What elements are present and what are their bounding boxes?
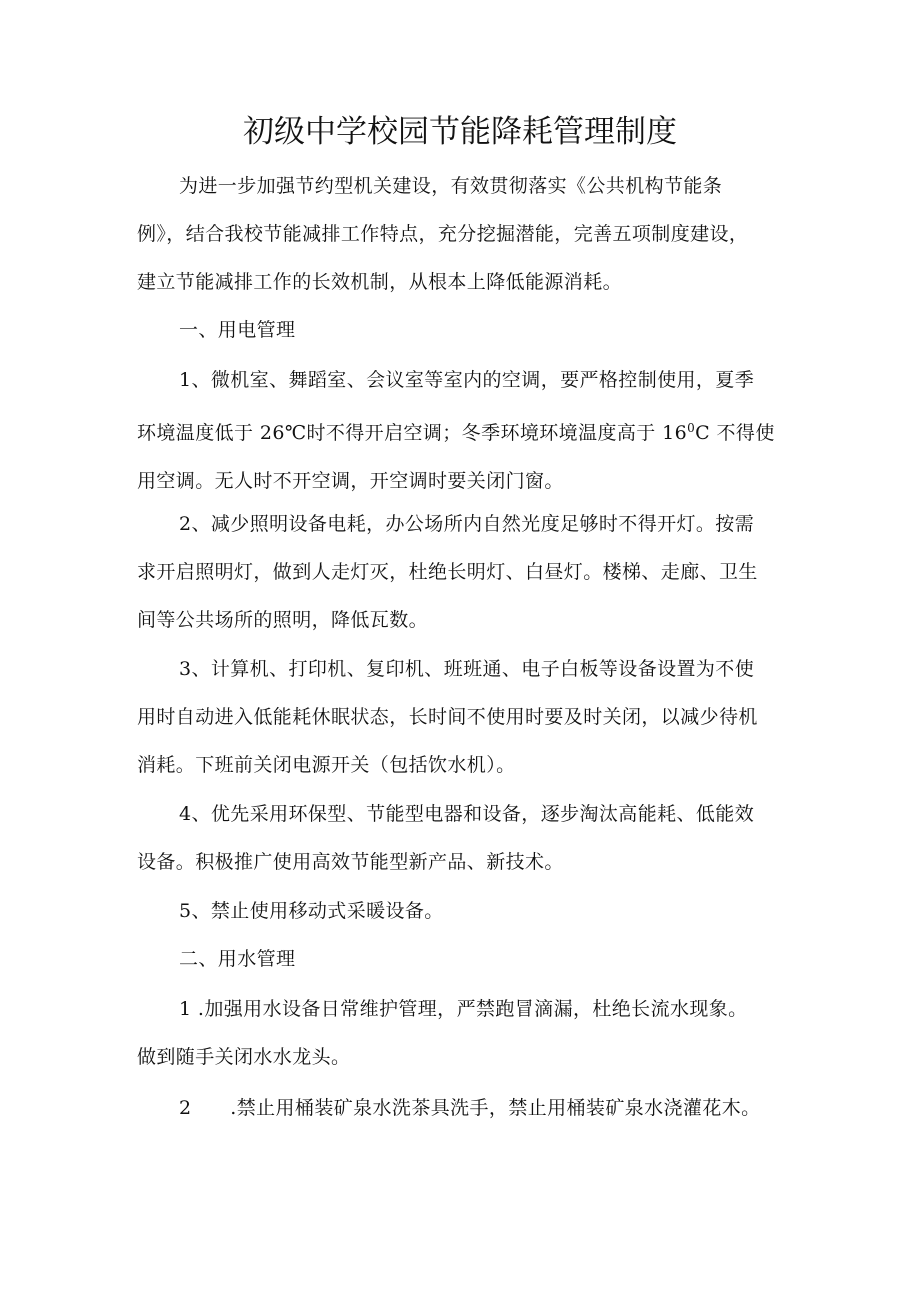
text-line: 间等公共场所的照明，降低瓦数。 (137, 609, 429, 631)
text-line: 设备。积极推广使用高效节能型新产品、新技术。 (137, 851, 564, 873)
water-item-1 (137, 985, 787, 1081)
text-line: 3、计算机、打印机、复印机、班班通、电子白板等设备设置为不使 (179, 658, 755, 680)
text-line: 环境温度低于 26℃时不得开启空调；冬季环境环境温度高于 $16^0C$ 不得使 (137, 421, 775, 444)
text-line: 消耗。下班前关闭电源开关（包括饮水机）。 (137, 754, 516, 776)
water-item-2: 2 .禁止用桶装矿泉水洗茶具洗手，禁止用桶装矿泉水浇灌花木。 (179, 1097, 761, 1119)
text-line: 例》，结合我校节能减排工作特点，充分挖掘潜能，完善五项制度建设， (137, 223, 749, 245)
electricity-item-4 (137, 790, 787, 886)
text-line: 1 .加强用水设备日常维护管理，严禁跑冒滴漏，杜绝长流水现象。 (179, 998, 748, 1020)
electricity-item-1 (137, 356, 787, 505)
section-heading-electricity: 一、用电管理 (179, 319, 296, 341)
text-line: 为进一步加强节约型机关建设，有效贯彻落实《公共机构节能条 (179, 175, 723, 197)
document-title: 初级中学校园节能降耗管理制度 (243, 114, 677, 150)
text-line: 1、微机室、舞蹈室、会议室等室内的空调，要严格控制使用，夏季 (179, 369, 755, 391)
electricity-item-5: 5、禁止使用移动式采暖设备。 (179, 900, 444, 922)
electricity-item-2 (137, 500, 787, 644)
text-line: 用时自动进入低能耗休眠状态，长时间不使用时要及时关闭，以减少待机 (137, 706, 758, 728)
text-line: 做到随手关闭水水龙头。 (137, 1046, 351, 1068)
text-line: 建立节能减排工作的长效机制，从根本上降低能源消耗。 (137, 271, 623, 293)
text-line: 求开启照明灯，做到人走灯灭，杜绝长明灯、白昼灯。楼梯、走廊、卫生 (137, 561, 758, 583)
intro-paragraph (137, 162, 787, 306)
superscript: 0 (687, 421, 696, 435)
section-heading-water: 二、用水管理 (179, 948, 296, 970)
text-line: 2、减少照明设备电耗，办公场所内自然光度足够时不得开灯。按需 (179, 513, 755, 535)
electricity-item-3 (137, 645, 787, 789)
text-line: 4、优先采用环保型、节能型电器和设备，逐步淘汰高能耗、低能效 (179, 803, 755, 825)
text-line: 用空调。无人时不开空调，开空调时要关闭门窗。 (137, 470, 564, 492)
